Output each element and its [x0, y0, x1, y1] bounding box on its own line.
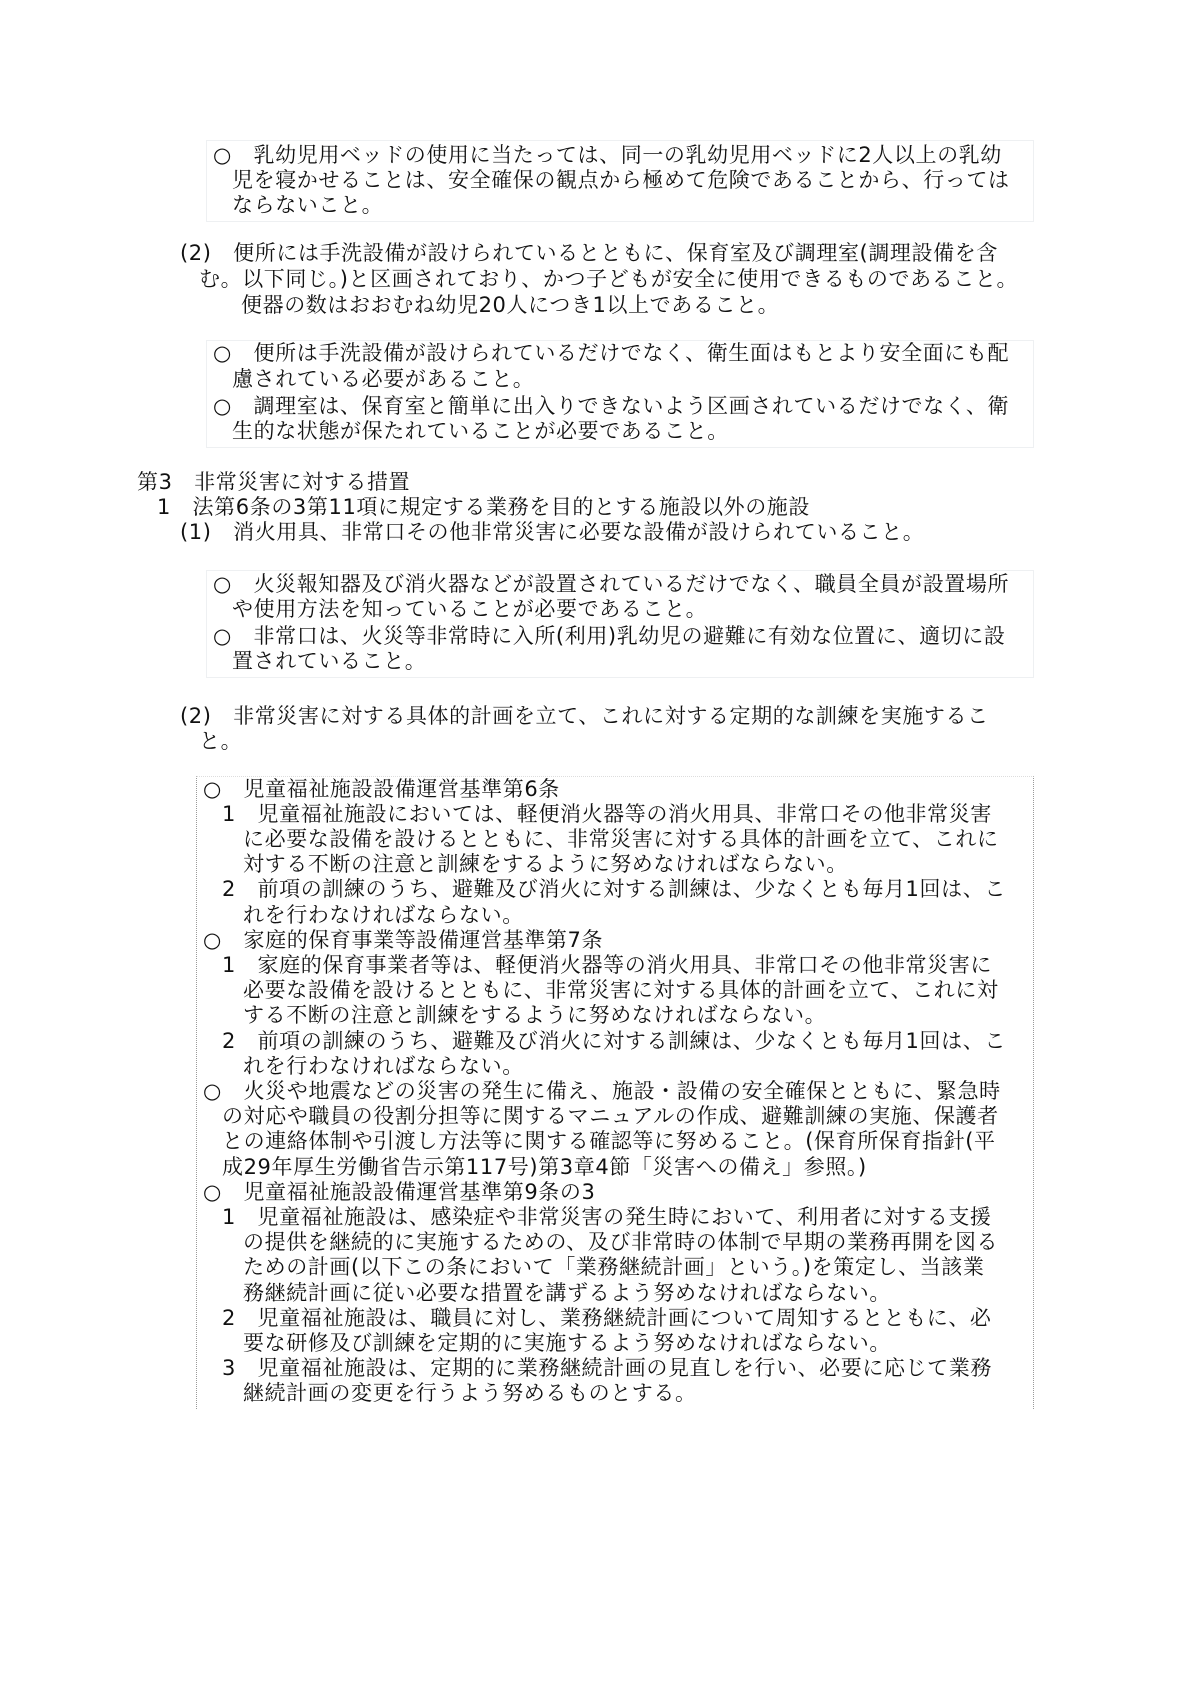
note-line: 生的な状態が保たれていることが必要であること。 — [232, 418, 729, 443]
item-heading: (2) 便所には手洗設備が設けられているとともに、保育室及び調理室(調理設備を含 — [180, 240, 998, 265]
section-heading: 第3 非常災害に対する措置 — [137, 469, 411, 494]
note-line: ならないこと。 — [232, 192, 384, 217]
reference-line: 1 家庭的保育事業者等は、軽便消火器等の消火用具、非常口その他非常災害に — [222, 952, 992, 977]
reference-line: との連絡体制や引渡し方法等に関する確認等に努めること。(保育所保育指針(平 — [222, 1129, 996, 1154]
reference-line: する不断の注意と訓練をするように努めなければならない。 — [243, 1003, 827, 1028]
note-line: ○ 調理室は、保育室と簡単に出入りできないよう区画されているだけでなく、衛 — [213, 393, 1010, 418]
reference-line: ための計画(以下この条において「業務継続計画」という。)を策定し、当該業 — [243, 1255, 985, 1280]
reference-line: 要な研修及び訓練を定期的に実施するよう努めなければならない。 — [243, 1330, 891, 1355]
reference-line: 2 前項の訓練のうち、避難及び消火に対する訓練は、少なくとも毎月1回は、こ — [222, 877, 1006, 902]
reference-line: 成29年厚生労働省告示第117号)第3章4節「災害への備え」参照。) — [222, 1154, 867, 1179]
reference-line: れを行わなければならない。 — [243, 902, 524, 927]
subsection-heading: 1 法第6条の3第11項に規定する業務を目的とする施設以外の施設 — [157, 494, 811, 519]
reference-line: 1 児童福祉施設は、感染症や非常災害の発生時において、利用者に対する支援 — [222, 1204, 992, 1229]
reference-line: ○ 児童福祉施設設備運営基準第6条 — [203, 776, 560, 801]
item-text: と。 — [199, 728, 243, 753]
reference-line: 対する不断の注意と訓練をするように努めなければならない。 — [243, 852, 848, 877]
reference-line: ○ 児童福祉施設設備運営基準第9条の3 — [203, 1179, 596, 1204]
note-line: ○ 乳幼児用ベッドの使用に当たっては、同一の乳幼児用ベッドに2人以上の乳幼 — [213, 142, 1002, 167]
item-heading: (1) 消火用具、非常口その他非常災害に必要な設備が設けられていること。 — [180, 519, 925, 544]
note-line: ○ 火災報知器及び消火器などが設置されているだけでなく、職員全員が設置場所 — [213, 571, 1010, 596]
note-line: 置されていること。 — [232, 648, 427, 673]
reference-line: の対応や職員の役割分担等に関するマニュアルの作成、避難訓練の実施、保護者 — [222, 1104, 999, 1129]
reference-line: 2 児童福祉施設は、職員に対し、業務継続計画について周知するとともに、必 — [222, 1305, 992, 1330]
item-heading: (2) 非常災害に対する具体的計画を立て、これに対する定期的な訓練を実施するこ — [180, 703, 989, 728]
note-line: 児を寝かせることは、安全確保の観点から極めて危険であることから、行っては — [232, 167, 1010, 192]
note-line: や使用方法を知っていることが必要であること。 — [232, 596, 708, 621]
reference-line: れを行わなければならない。 — [243, 1053, 524, 1078]
item-text: む。以下同じ。)と区画されており、かつ子どもが安全に使用できるものであること。 — [199, 266, 1019, 291]
note-line: ○ 非常口は、火災等非常時に入所(利用)乳幼児の避難に有効な位置に、適切に設 — [213, 623, 1006, 648]
reference-line: 必要な設備を設けるとともに、非常災害に対する具体的計画を立て、これに対 — [243, 978, 999, 1003]
reference-line: 継続計画の変更を行うよう努めるものとする。 — [243, 1381, 697, 1406]
reference-line: ○ 火災や地震などの災害の発生に備え、施設・設備の安全確保とともに、緊急時 — [203, 1078, 1001, 1103]
reference-line: に必要な設備を設けるとともに、非常災害に対する具体的計画を立て、これに — [243, 826, 999, 851]
reference-line: ○ 家庭的保育事業等設備運営基準第7条 — [203, 927, 604, 952]
reference-line: 務継続計画に従い必要な措置を講ずるよう努めなければならない。 — [243, 1280, 891, 1305]
note-line: 慮されている必要があること。 — [232, 366, 535, 391]
note-line: ○ 便所は手洗設備が設けられているだけでなく、衛生面はもとより安全面にも配 — [213, 340, 1010, 365]
reference-line: の提供を継続的に実施するための、及び非常時の体制で早期の業務再開を図る — [243, 1230, 999, 1255]
item-text: 便器の数はおおむね幼児20人につき1以上であること。 — [241, 292, 780, 317]
reference-line: 2 前項の訓練のうち、避難及び消火に対する訓練は、少なくとも毎月1回は、こ — [222, 1028, 1006, 1053]
reference-line: 1 児童福祉施設においては、軽便消火器等の消火用具、非常口その他非常災害 — [222, 801, 992, 826]
reference-line: 3 児童福祉施設は、定期的に業務継続計画の見直しを行い、必要に応じて業務 — [222, 1356, 992, 1381]
